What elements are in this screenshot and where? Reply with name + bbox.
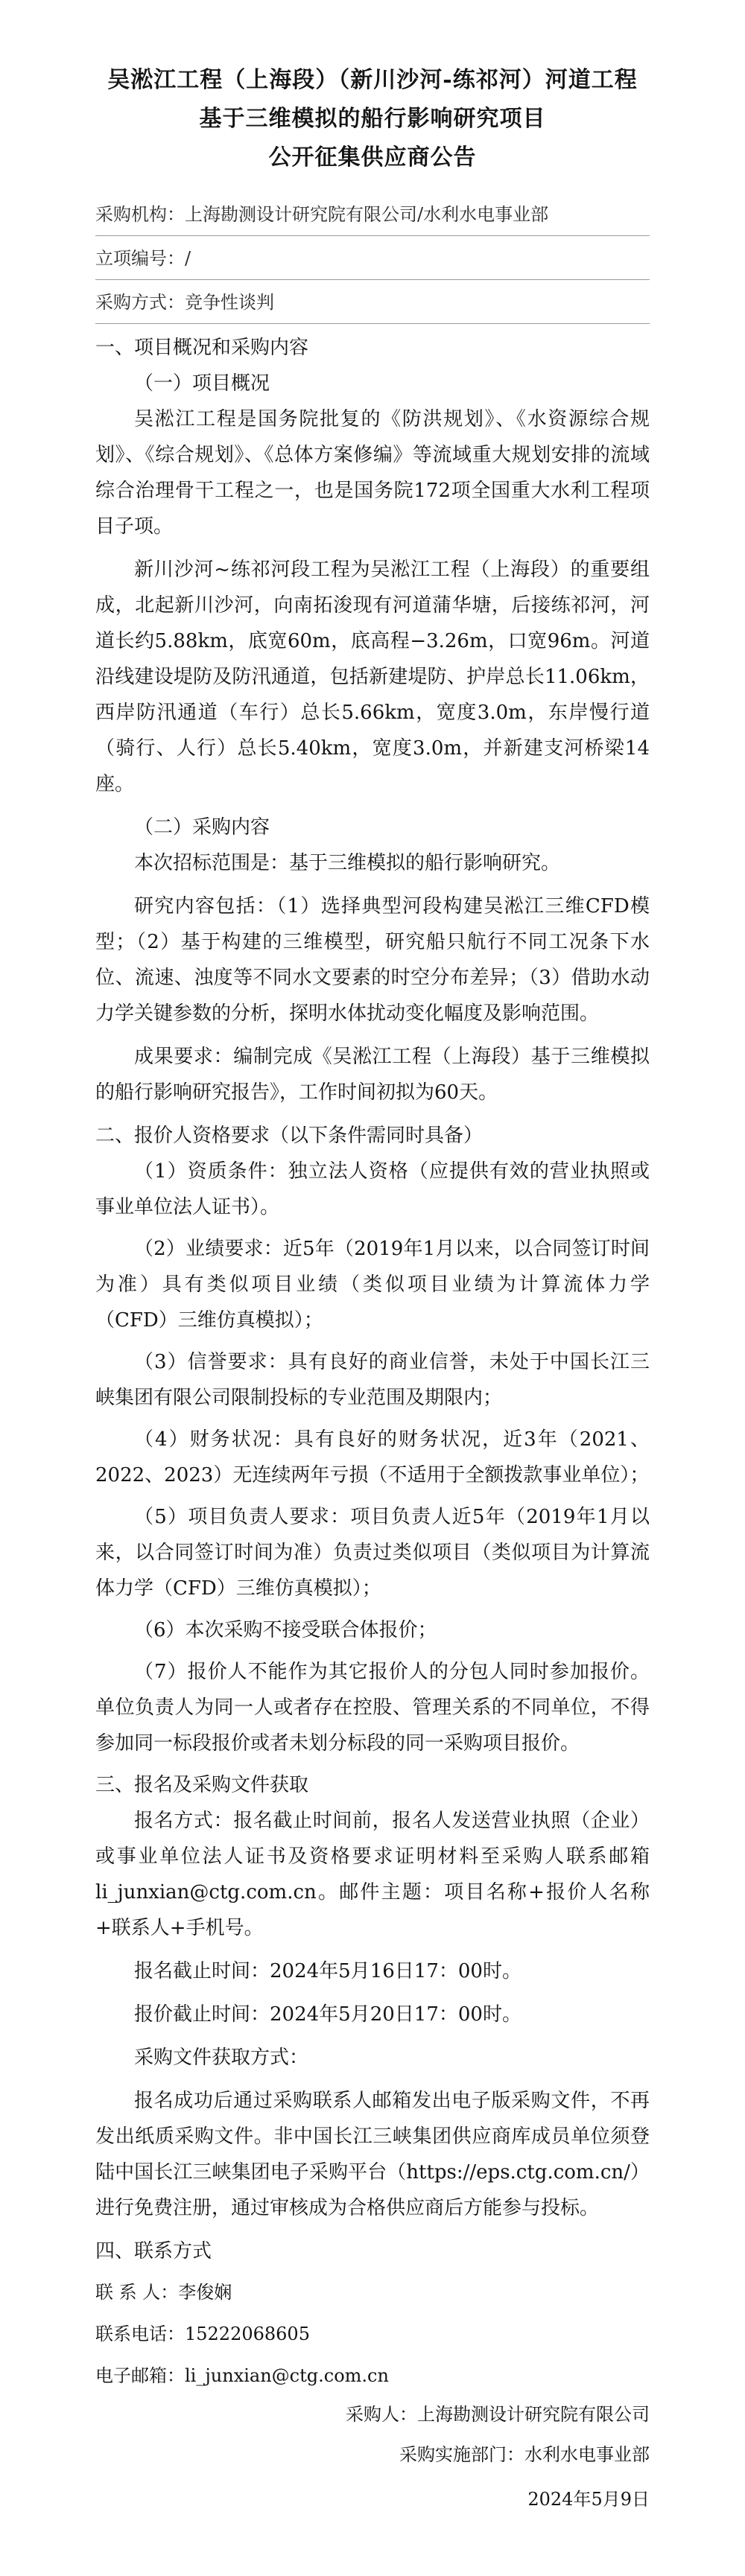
section-4-heading: 四、联系方式 — [95, 2240, 212, 2262]
registration-method-paragraph: 报名方式：报名截止时间前，报名人发送营业执照（企业）或事业单位法人证书及资格要求证明材料至采购人联系邮箱li_junxian@ctg.com.cn。邮件主题：项目名称+报价人名称+联系人+手机号。 — [95, 1810, 650, 1939]
title-line-3: 公开征集供应商公告 — [268, 144, 477, 171]
procurement-method-field: 采购方式：竞争性谈判 — [95, 280, 650, 324]
document-acquisition-label: 采购文件获取方式： — [134, 2047, 309, 2069]
section-1-heading: 一、项目概况和采购内容 — [95, 337, 309, 359]
announcement-date: 2024年5月9日 — [527, 2489, 650, 2510]
project-overview-paragraph-2: 新川沙河~练祁河段工程为吴淞江工程（上海段）的重要组成，北起新川沙河，向南拓浚现有河道蒲华塘，后接练祁河，河道长约5.88km，底宽60m，底高程−3.26m，口宽96m。河道沿线建设堤防及防汛通道，包括新建堤防、护岸总长11.06km，西岸防汛通道（车行）总长5.66km，宽度3.0m，东岸慢行道（骑行、人行）总长5.40km，宽度3.0m，并新建支河桥梁14座。 — [95, 559, 650, 795]
title-line-1: 吴淞江工程（上海段）（新川沙河-练祁河）河道工程 — [107, 67, 638, 93]
qualification-item: （6）本次采购不接受联合体报价； — [134, 1619, 437, 1641]
project-number-field: 立项编号：/ — [95, 236, 650, 280]
qualification-item: （5）项目负责人要求：项目负责人近5年（2019年1月以来，以合同签订时间为准）负责过类似项目（类似项目为计算流体力学（CFD）三维仿真模拟）； — [95, 1506, 650, 1600]
qualification-item: （3）信誉要求：具有良好的商业信誉，未处于中国长江三峡集团有限公司限制投标的专业范围及期限内； — [95, 1351, 650, 1409]
qualification-item: （2）业绩要求：近5年（2019年1月以来，以合同签订时间为准）具有类似项目业绩（类似项目业绩为计算流体力学（CFD）三维仿真模拟）； — [95, 1238, 650, 1332]
registration-deadline: 报名截止时间：2024年5月16日17：00时。 — [134, 1960, 522, 1982]
title-line-2: 基于三维模拟的船行影响研究项目 — [199, 106, 546, 132]
contact-email: 电子邮箱：li_junxian@ctg.com.cn — [95, 2365, 389, 2386]
project-overview-heading: （一）项目概况 — [134, 372, 270, 395]
section-3-heading: 三、报名及采购文件获取 — [95, 1774, 309, 1796]
quotation-deadline: 报价截止时间：2024年5月20日17：00时。 — [134, 2003, 522, 2026]
project-overview-paragraph-1: 吴淞江工程是国务院批复的《防洪规划》、《水资源综合规划》、《综合规划》、《总体方案修编》等流域重大规划安排的流域综合治理骨干工程之一，也是国务院172项全国重大水利工程项目子项。 — [95, 408, 650, 538]
document-title — [95, 61, 650, 177]
implementing-department: 采购实施部门：水利水电事业部 — [399, 2444, 650, 2465]
document-acquisition-paragraph: 报名成功后通过采购联系人邮箱发出电子版采购文件，不再发出纸质采购文件。非中国长江三峡集团供应商库成员单位须登陆中国长江三峡集团电子采购平台（https://eps.ctg.com.cn/）进行免费注册，通过审核成为合格供应商后方能参与投标。 — [95, 2090, 650, 2219]
qualification-item: （7）报价人不能作为其它报价人的分包人同时参加报价。单位负责人为同一人或者存在控股、管理关系的不同单位，不得参加同一标段报价或者未划分标段的同一采购项目报价。 — [95, 1661, 650, 1755]
deliverables-paragraph: 成果要求：编制完成《吴淞江工程（上海段）基于三维模拟的船行影响研究报告》，工作时间初拟为60天。 — [95, 1046, 650, 1104]
research-content-paragraph: 研究内容包括：（1）选择典型河段构建吴淞江三维CFD模型；（2）基于构建的三维模型，研究船只航行不同工况条下水位、流速、浊度等不同水文要素的时空分布差异；（3）借助水动力学关键参数的分析，探明水体扰动变化幅度及影响范围。 — [95, 895, 650, 1025]
qualification-item: （4）财务状况：具有良好的财务状况，近3年（2021、2022、2023）无连续两年亏损（不适用于全额拨款事业单位）； — [95, 1428, 650, 1486]
procurement-content-heading: （二）采购内容 — [134, 816, 270, 839]
purchaser-signature: 采购人：上海勘测设计研究院有限公司 — [346, 2404, 650, 2425]
section-2-heading: 二、报价人资格要求（以下条件需同时具备） — [95, 1125, 484, 1147]
contact-person: 联 系 人：李俊娴 — [95, 2282, 232, 2303]
purchaser-field: 采购机构：上海勘测设计研究院有限公司/水利水电事业部 — [95, 192, 650, 236]
qualification-item: （1）资质条件：独立法人资格（应提供有效的营业执照或事业单位法人证书）。 — [95, 1160, 650, 1218]
scope-paragraph: 本次招标范围是：基于三维模拟的船行影响研究。 — [134, 852, 561, 874]
contact-phone: 联系电话：15222068605 — [95, 2324, 310, 2344]
